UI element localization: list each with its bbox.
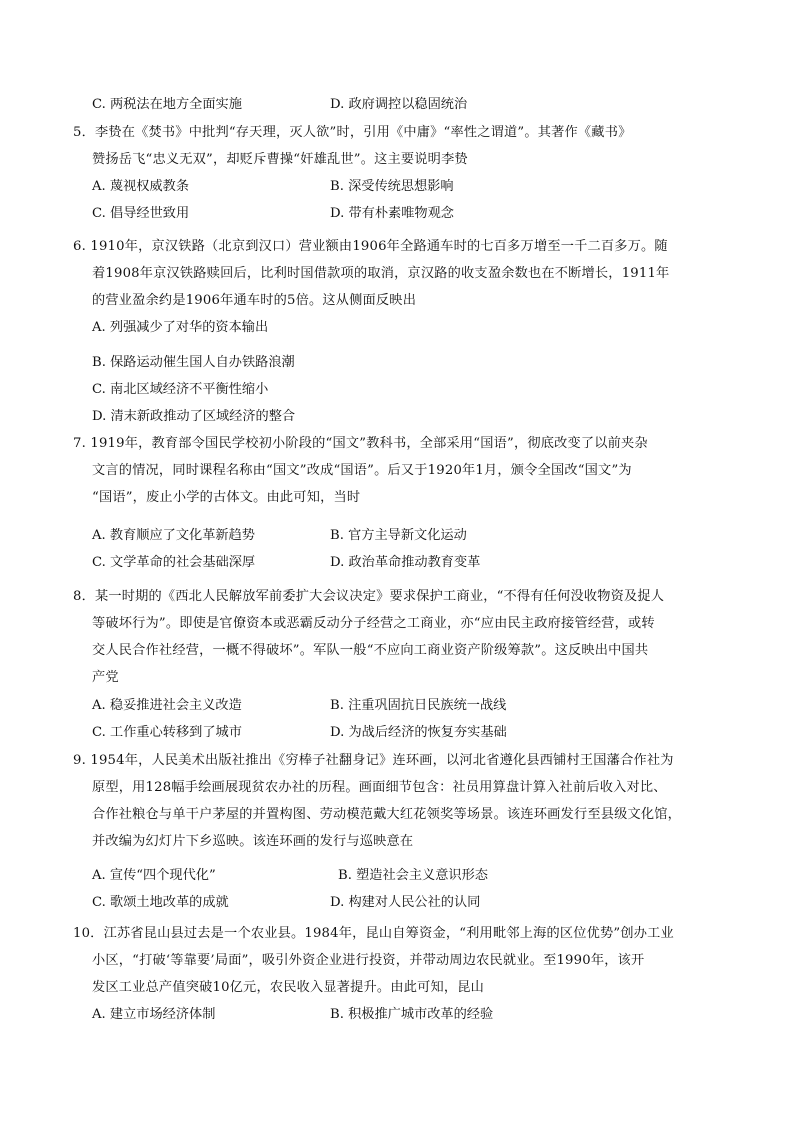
q8-option-d: D. 为战后经济的恢复夯实基础 — [330, 725, 507, 740]
prev-option-d: D. 政府调控以稳固统治 — [330, 97, 468, 112]
q9-option-c: C. 歌颂土地改革的成就 — [92, 895, 229, 910]
q9-option-a: A. 宣传“四个现代化” — [92, 868, 216, 883]
q8-option-c: C. 工作重心转移到了城市 — [92, 725, 242, 740]
q5-option-a: A. 蔑视权威教条 — [92, 179, 190, 194]
q10-option-b: B. 积极推广城市改革的经验 — [330, 1007, 494, 1022]
q9-option-d: D. 构建对人民公社的认同 — [330, 895, 481, 910]
q9-stem-line-3: 合作社粮仓与单干户茅屋的并置构图、劳动模范戴大红花领奖等场景。该连环画发行至县级文化馆， — [92, 807, 682, 822]
q9-option-b: B. 塑造社会主义意识形态 — [338, 868, 488, 883]
q5-stem-line-2: 赞扬岳飞“忠义无双”，却贬斥曹操“奸雄乱世”。这主要说明李贽 — [92, 152, 468, 167]
q6-option-d: D. 清末新政推动了区域经济的整合 — [92, 409, 296, 424]
q9-stem-line-1: 9. 1954年，人民美术出版社推出《穷棒子社翻身记》连环画，以河北省遵化县西铺村王国藩合作社为 — [73, 753, 674, 768]
q7-option-a: A. 教育顺应了文化革新趋势 — [92, 528, 255, 543]
q5-stem-line-1: 5．李贽在《焚书》中批判“存天理，灭人欲”时，引用《中庸》“率性之谓道”。其著作《藏书》 — [73, 125, 632, 140]
prev-option-c: C. 两税法在地方全面实施 — [92, 97, 242, 112]
q5-option-b: B. 深受传统思想影响 — [330, 179, 454, 194]
q7-option-d: D. 政治革命推动教育变革 — [330, 555, 481, 570]
q10-option-a: A. 建立市场经济体制 — [92, 1007, 216, 1022]
q7-option-c: C. 文学革命的社会基础深厚 — [92, 555, 256, 570]
q5-option-d: D. 带有朴素唯物观念 — [330, 206, 454, 221]
q6-option-b: B. 保路运动催生国人自办铁路浪潮 — [92, 355, 295, 370]
q6-option-a: A. 列强减少了对华的资本输出 — [92, 320, 269, 335]
q7-stem-line-3: “国语”，废止小学的古体文。由此可知，当时 — [92, 490, 361, 505]
q9-stem-line-4: 并改编为幻灯片下乡巡映。该连环画的发行与巡映意在 — [92, 834, 414, 849]
q6-stem-line-1: 6. 1910年，京汉铁路（北京到汉口）营业额由1906年全路通车时的七百多万增至一千二百多万。随 — [73, 239, 668, 254]
q6-stem-line-3: 的营业盈余约是1906年通车时的5倍。这从侧面反映出 — [92, 293, 417, 308]
q10-stem-line-2: 小区，“打破‘等靠要’局面”，吸引外资企业进行投资，并带动周边农民就业。至1990年，该开 — [92, 953, 645, 968]
q6-option-c: C. 南北区域经济不平衡性缩小 — [92, 382, 269, 397]
q8-stem-line-4: 产党 — [92, 670, 119, 685]
q8-stem-line-1: 8．某一时期的《西北人民解放军前委扩大会议决定》要求保护工商业，“不得有任何没收物资及捉人 — [73, 589, 665, 604]
q7-stem-line-1: 7. 1919年，教育部令国民学校初小阶段的“国文”教科书，全部采用“国语”，彻底改变了以前夹杂 — [73, 436, 648, 451]
q7-stem-line-2: 文言的情况，同时课程名称由“国文”改成“国语”。后又于1920年1月，颁令全国改“国文”为 — [92, 463, 632, 478]
q9-stem-line-2: 原型，用128幅手绘画展现贫农办社的历程。画面细节包含：社员用算盘计算入社前后收入对比、 — [92, 780, 667, 795]
q8-stem-line-3: 交人民合作社经营，一概不得破坏”。军队一般“不应向工商业资产阶级筹款”。这反映出中国共 — [92, 643, 649, 658]
q6-stem-line-2: 着1908年京汉铁路赎回后，比利时国借款项的取消，京汉路的收支盈余数也在不断增长，1911年 — [92, 266, 670, 281]
q8-option-a: A. 稳妥推进社会主义改造 — [92, 698, 242, 713]
q7-option-b: B. 官方主导新文化运动 — [330, 528, 467, 543]
q10-stem-line-3: 发区工业总产值突破10亿元，农民收入显著提升。由此可知，昆山 — [92, 980, 485, 995]
q8-stem-line-2: 等破坏行为”。即使是官僚资本或恶霸反动分子经营之工商业，亦“应由民主政府接管经营，或转 — [92, 616, 655, 631]
q8-option-b: B. 注重巩固抗日民族统一战线 — [330, 698, 507, 713]
q5-option-c: C. 倡导经世致用 — [92, 206, 190, 221]
q10-stem-line-1: 10．江苏省昆山县过去是一个农业县。1984年，昆山自筹资金，“利用毗邻上海的区位优势”创办工业 — [73, 926, 674, 941]
